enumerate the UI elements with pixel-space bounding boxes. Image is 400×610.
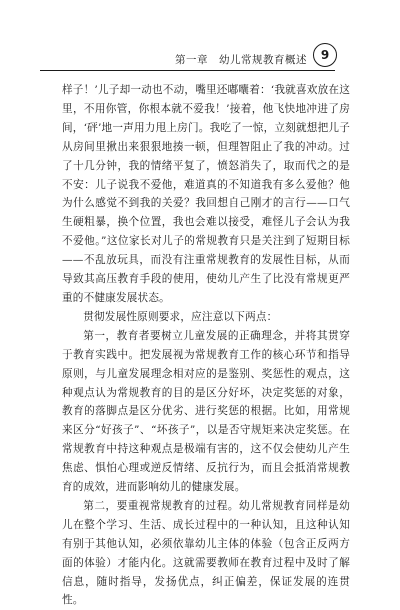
running-header xyxy=(40,50,335,71)
paragraph-principle-intro: 贯彻发展性原则要求，应注意以下两点： xyxy=(83,310,278,323)
paragraph-point-one: 第一，教育者要树立儿童发展的正确理念，并将其贯穿于教育实践中。把发展视为常规教育工作的核心环节和指导原则，与儿童发展理念相对应的是鉴别、奖惩性的观点，这种观点认为常规教育的目的是区分好坏，决定奖惩的对象，教育的落脚点是区分优劣、进行奖惩的根据。比如，用常规来区分“好孩子”、“坏孩子”，以是否守规矩来决定奖惩。在常规教育中持这种观点是极端有害的，这不仅会使幼儿产生焦虑、惧怕心理或逆反情绪、反抗行为，而且会抵消常规教育的成效，进而影响幼儿的健康发展。 xyxy=(62,329,350,494)
chapter-title: 第一章 幼儿常规教育概述 xyxy=(175,54,307,66)
paragraph-continued: 样子！’儿子却一动也不动，嘴里还嘟囔着：‘我就喜欢放在这里，不用你管，你根本就不爱我！’接着，他飞快地冲进了房间，‘砰’地一声用力甩上房门。我吃了一惊，立刻就想把儿子从房间里揪出来狠狠地揍一顿，但理智阻止了我的冲动。过了十几分钟，我的情绪平复了，愤怒消失了，取而代之的是不安：儿子说我不爱他，难道真的不知道我有多么爱他？他为什么感觉不到我的关爱？我回想自己刚才的言行——口气生硬粗暴，换个位置，我也会难以接受，难怪儿子会认为我不爱他。”这位家长对儿子的常规教育只是关注到了短期目标——不乱放玩具，而没有注重常规教育的发展性目标，从而导致其高压教育手段的使用，使幼儿产生了比没有常规更严重的不健康发展状态。 xyxy=(62,84,350,304)
page-number: 9 xyxy=(313,43,337,67)
paragraph-point-two: 第二，要重视常规教育的过程。幼儿常规教育同样是幼儿在整个学习、生活、成长过程中的一种认知，且这种认知有别于其他认知，必须依靠幼儿主体的体验（包含正反两方面的体验）才能内化。这就需要教师在教育过程中及时了解信息，随时指导，发扬优点，纠正偏差，保证发展的连贯性。 xyxy=(62,499,350,607)
body-text xyxy=(62,81,350,610)
